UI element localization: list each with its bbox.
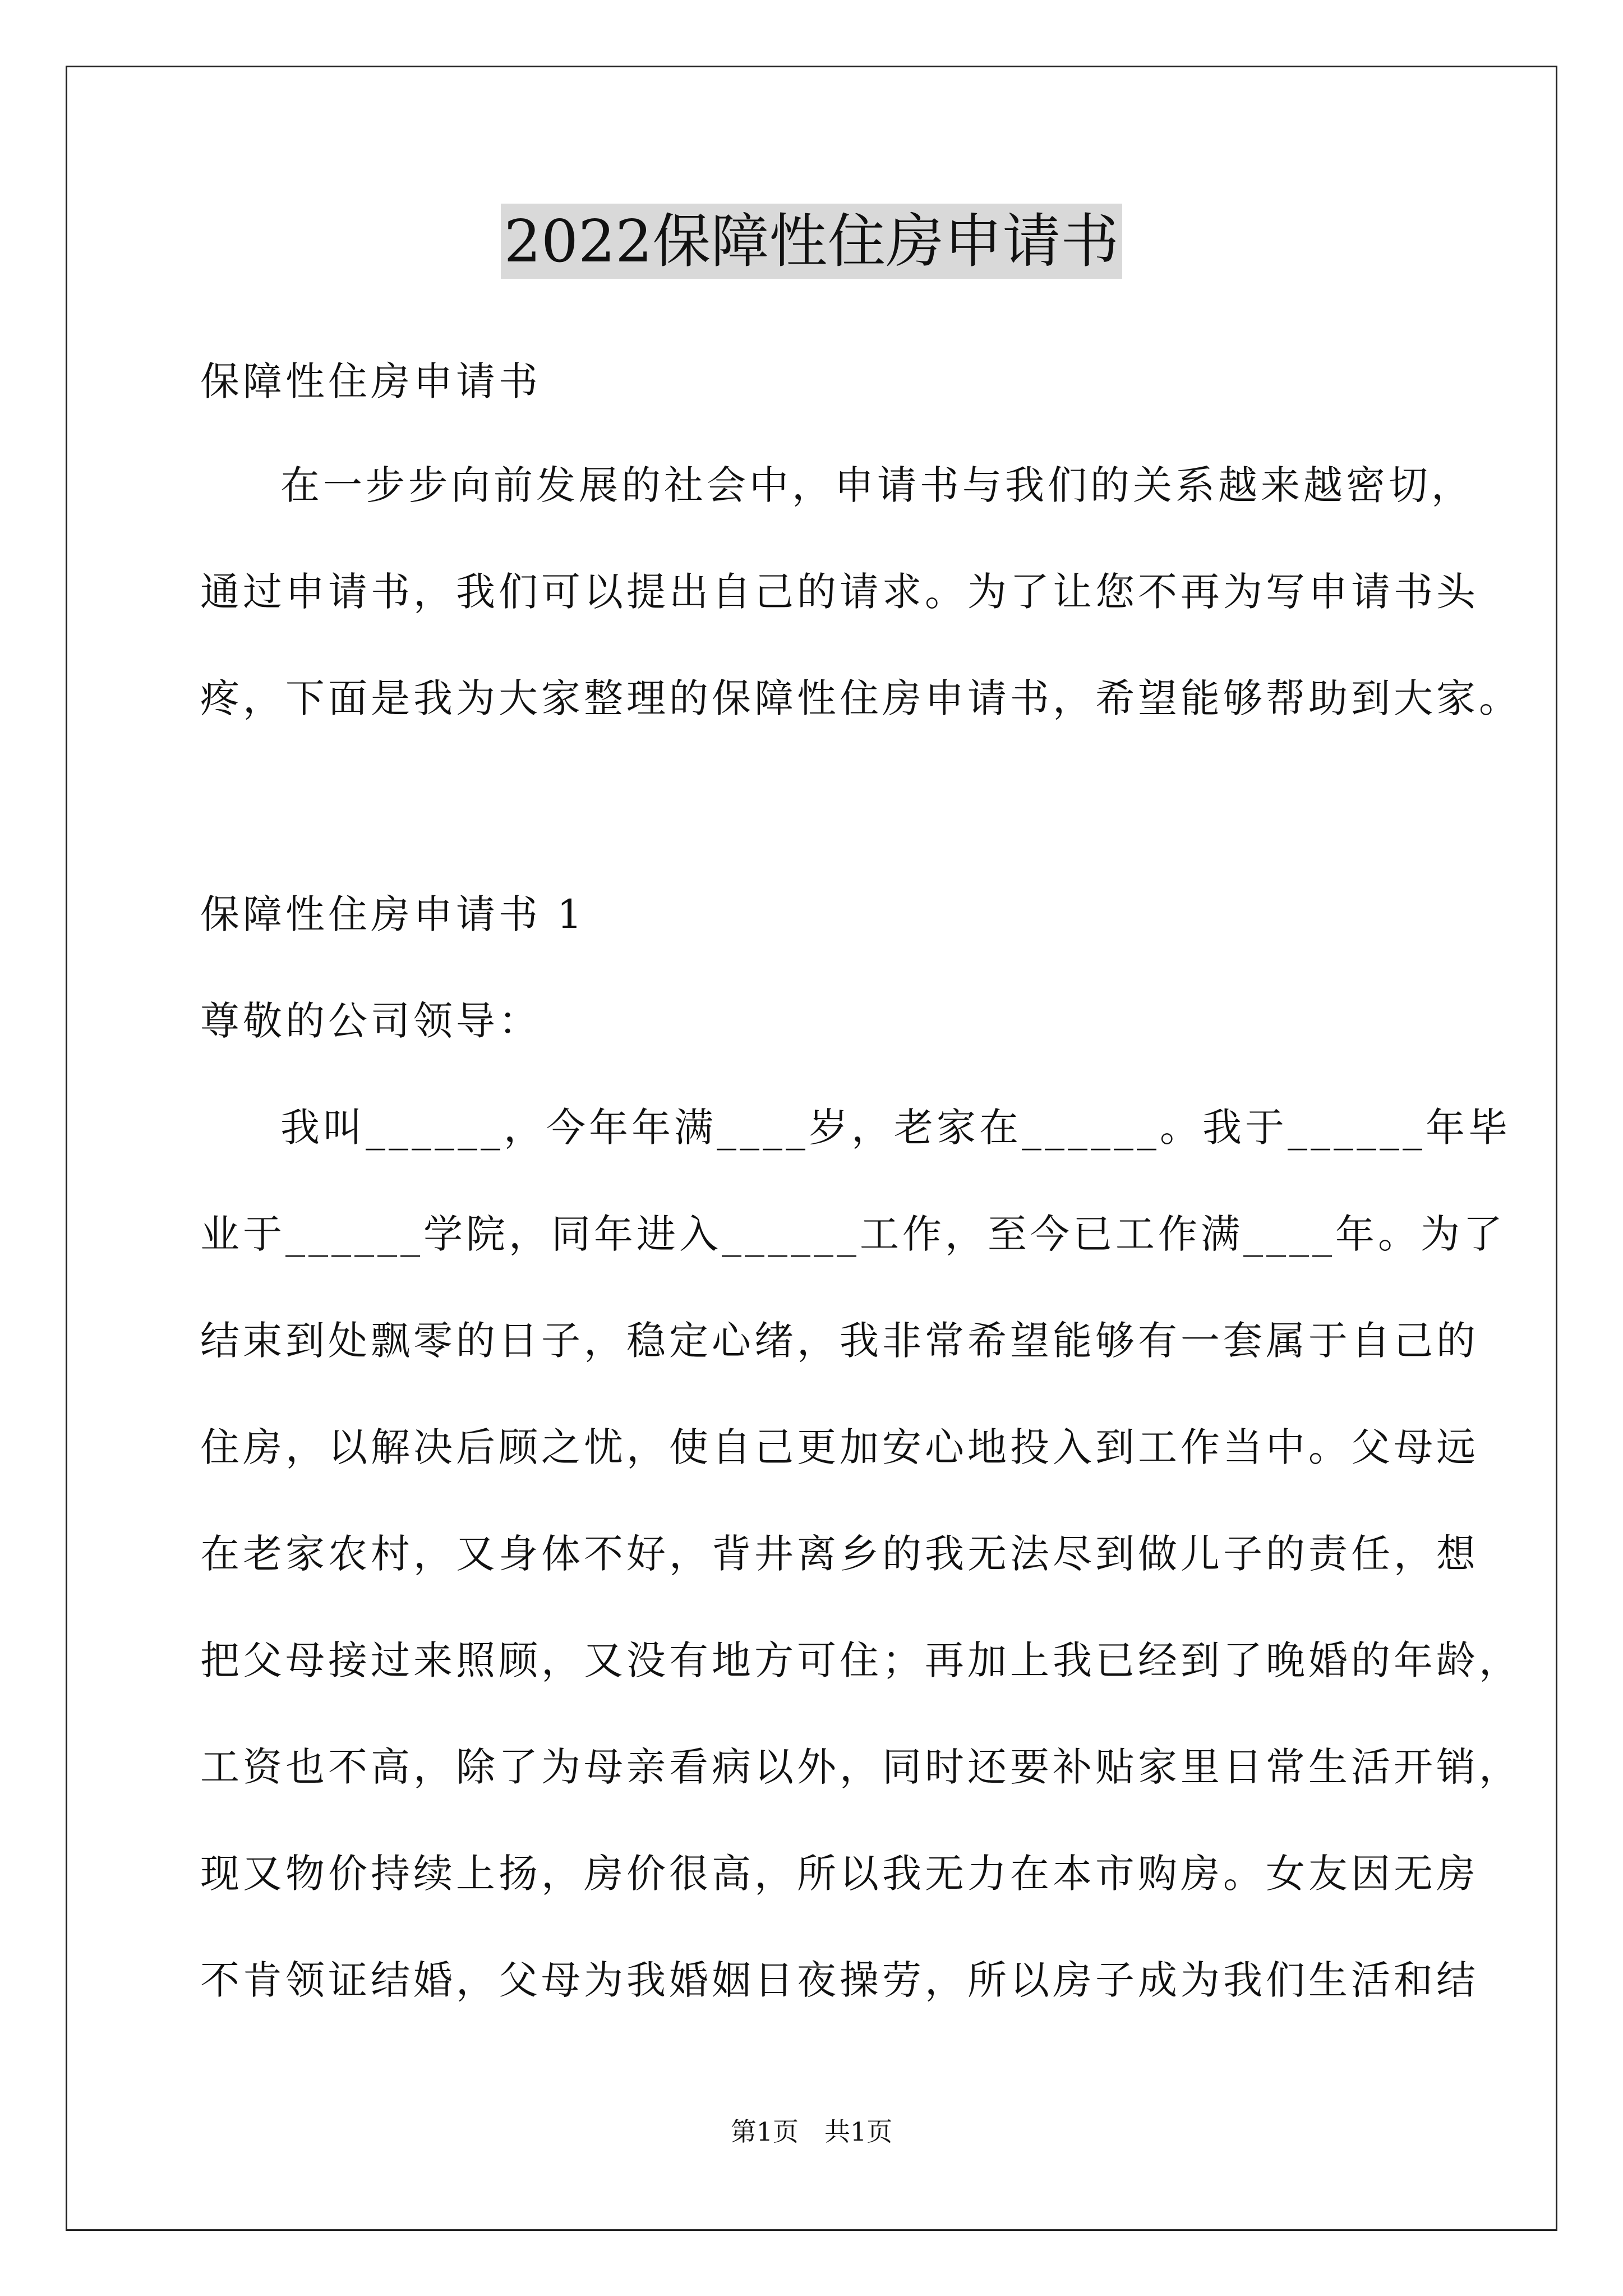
body-line-4: 住房，以解决后顾之忧，使自己更加安心地投入到工作当中。父母远	[200, 1424, 1479, 1470]
intro-line-1: 在一步步向前发展的社会中，申请书与我们的关系越来越密切，	[280, 462, 1474, 508]
body-line-7: 工资也不高，除了为母亲看病以外，同时还要补贴家里日常生活开销，	[200, 1744, 1521, 1790]
body-line-3: 结束到处飘零的日子，稳定心绪，我非常希望能够有一套属于自己的	[200, 1318, 1479, 1364]
body-line-8: 现又物价持续上扬，房价很高，所以我无力在本市购房。女友因无房	[200, 1851, 1479, 1897]
body-line-2: 业于______学院，同年进入______工作，至今已工作满____年。为了	[200, 1211, 1506, 1257]
body-line-1: 我叫______，今年年满____岁，老家在______。我于______年毕	[280, 1105, 1511, 1151]
salutation: 尊敬的公司领导：	[200, 998, 541, 1044]
document-title	[0, 202, 1623, 280]
section-title: 保障性住房申请书 1	[200, 891, 585, 937]
body-line-6: 把父母接过来照顾，又没有地方可住；再加上我已经到了晚婚的年龄，	[200, 1637, 1521, 1683]
subtitle: 保障性住房申请书	[200, 358, 541, 404]
intro-line-2: 通过申请书，我们可以提出自己的请求。为了让您不再为写申请书头	[200, 569, 1479, 615]
document-title-text: 2022保障性住房申请书	[501, 204, 1123, 279]
body-line-9: 不肯领证结婚，父母为我婚姻日夜操劳，所以房子成为我们生活和结	[200, 1957, 1479, 2003]
body-line-5: 在老家农村，又身体不好，背井离乡的我无法尽到做儿子的责任，想	[200, 1531, 1479, 1577]
intro-line-3: 疼，下面是我为大家整理的保障性住房申请书，希望能够帮助到大家。	[200, 675, 1521, 721]
page-footer: 第1页 共1页	[730, 2116, 893, 2147]
